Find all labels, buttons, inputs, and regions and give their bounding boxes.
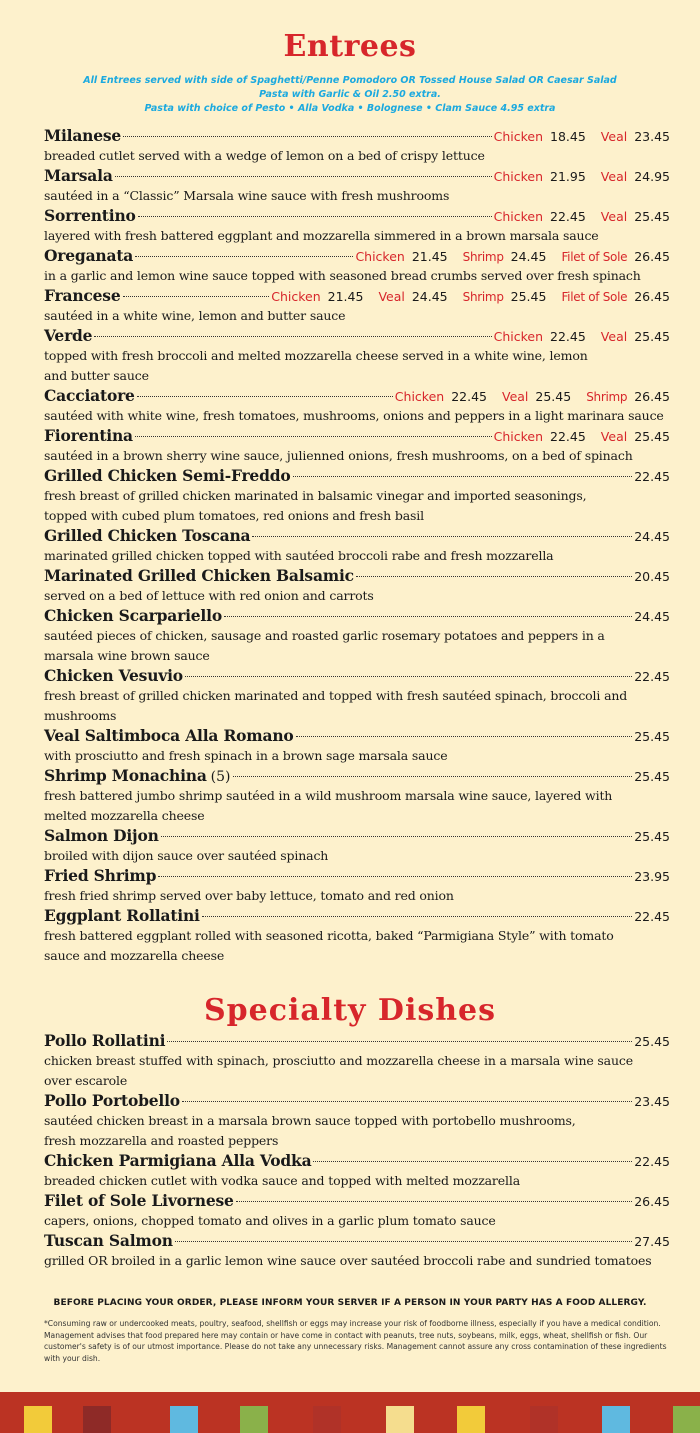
item-title-line	[44, 1231, 670, 1251]
item-description: fresh battered eggplant rolled with seasoned ricotta, baked “Parmigiana Style” with tomato	[44, 928, 614, 943]
option-label: Chicken	[394, 389, 445, 404]
option-price: 22.45	[550, 329, 586, 344]
item-description: sautéed pieces of chicken, sausage and roasted garlic rosemary potatoes and peppers in a	[44, 628, 605, 643]
item-description: fresh battered jumbo shrimp sautéed in a wild mushroom marsala wine sauce, layered with	[44, 788, 613, 803]
dot-leader	[123, 296, 270, 297]
menu-item	[44, 726, 670, 766]
footer-color-square	[313, 1406, 341, 1433]
footer-color-square	[240, 1406, 268, 1433]
item-description: topped with cubed plum tomatoes, red onions and fresh basil	[44, 508, 424, 523]
item-title-line	[44, 766, 670, 786]
item-description: fresh fried shrimp served over baby lettuce, tomato and red onion	[44, 888, 454, 903]
menu-item	[44, 906, 670, 966]
item-description: with prosciutto and fresh spinach in a brown sage marsala sauce	[44, 748, 448, 763]
item-title-line	[44, 206, 670, 226]
option-label: Veal	[600, 429, 628, 444]
option-label: Filet of Sole	[561, 250, 628, 264]
menu-item	[44, 166, 670, 206]
dot-leader	[202, 916, 632, 917]
price-option	[494, 427, 586, 447]
item-price: 22.45	[634, 469, 670, 484]
dot-leader	[236, 1201, 633, 1202]
price-option	[378, 287, 447, 307]
item-name: Grilled Chicken Semi-Freddo	[44, 466, 291, 485]
option-label: Shrimp	[462, 250, 504, 264]
option-label: Veal	[600, 129, 628, 144]
item-title-line	[44, 426, 670, 446]
item-name: Fiorentina	[44, 426, 133, 445]
item-description: mushrooms	[44, 708, 117, 723]
item-name: Chicken Parmigiana Alla Vodka	[44, 1151, 312, 1170]
option-price: 22.45	[550, 429, 586, 444]
item-description: fresh breast of grilled chicken marinated and topped with fresh sautéed spinach, broccoli and	[44, 688, 628, 703]
option-price: 24.45	[510, 249, 547, 264]
item-title-line	[44, 726, 670, 746]
price-option	[494, 167, 586, 187]
menu-item	[44, 326, 670, 386]
price-option	[561, 287, 670, 307]
price-option	[463, 247, 547, 267]
item-title-line	[44, 826, 670, 846]
item-description: over escarole	[44, 1073, 128, 1088]
menu-item	[44, 386, 670, 426]
dot-leader	[138, 216, 492, 217]
item-price: 23.45	[634, 1094, 670, 1109]
item-name: Verde	[44, 326, 93, 345]
price-option	[494, 207, 586, 227]
item-description: capers, onions, chopped tomato and olives in a garlic plum tomato sauce	[44, 1213, 496, 1228]
item-title-line	[44, 566, 670, 586]
dot-leader	[135, 256, 353, 257]
option-price: 26.45	[634, 249, 670, 264]
item-name: Oreganata	[44, 246, 134, 265]
option-price: 18.45	[550, 129, 586, 144]
entrees-title: Entrees	[283, 29, 417, 64]
option-price: 21.45	[327, 289, 364, 304]
item-price: 22.45	[634, 1154, 670, 1169]
footer-color-square	[83, 1406, 111, 1433]
item-price: 25.45	[634, 769, 670, 784]
dot-leader	[123, 136, 491, 137]
item-description: sautéed chicken breast in a marsala brown sauce topped with portobello mushrooms,	[44, 1113, 576, 1128]
item-description: sautéed in a white wine, lemon and butter sauce	[44, 308, 346, 323]
menu-item	[44, 1231, 670, 1271]
dot-leader	[182, 1101, 632, 1102]
dot-leader	[161, 836, 633, 837]
menu-item	[44, 1191, 670, 1231]
item-name: Eggplant Rollatini	[44, 906, 200, 925]
item-title-line	[44, 866, 670, 886]
option-label: Veal	[502, 389, 529, 404]
option-price: 25.45	[634, 329, 670, 344]
menu-item	[44, 466, 670, 526]
item-name: Veal Saltimboca Alla Romano	[44, 726, 294, 745]
entrees-intro	[0, 74, 700, 116]
menu-item	[44, 126, 670, 166]
item-description: marinated grilled chicken topped with sautéed broccoli rabe and fresh mozzarella	[44, 548, 554, 563]
menu-item	[44, 1151, 670, 1191]
item-title-line	[44, 286, 670, 306]
menu-item	[44, 606, 670, 666]
dot-leader	[185, 676, 632, 677]
item-name: Francese	[44, 286, 121, 305]
item-name: Milanese	[44, 126, 122, 145]
item-title-line	[44, 1031, 670, 1051]
option-label: Chicken	[493, 209, 543, 224]
footer-color-square	[170, 1406, 198, 1433]
price-option	[395, 387, 487, 407]
item-title-line	[44, 1091, 670, 1111]
footer-color-square	[673, 1406, 700, 1433]
option-price: 23.45	[634, 129, 670, 144]
option-price: 25.45	[634, 209, 670, 224]
option-price: 24.45	[411, 289, 448, 304]
dot-leader	[224, 616, 632, 617]
item-description: layered with fresh battered eggplant and mozzarella simmered in a brown marsala sauce	[44, 228, 599, 243]
item-price: 20.45	[634, 569, 670, 584]
option-label: Filet of Sole	[561, 290, 628, 304]
menu-item	[44, 526, 670, 566]
item-description: melted mozzarella cheese	[44, 808, 205, 823]
item-price: 22.45	[634, 909, 670, 924]
item-name: Pollo Rollatini	[44, 1031, 166, 1050]
item-name: Tuscan Salmon	[44, 1231, 173, 1250]
option-label: Chicken	[493, 329, 543, 344]
item-price: 25.45	[634, 829, 670, 844]
price-option	[561, 247, 670, 267]
item-description: fresh breast of grilled chicken marinated in balsamic vinegar and imported seasonings,	[44, 488, 587, 503]
item-name: Filet of Sole Livornese	[44, 1191, 234, 1210]
footer-color-square	[24, 1406, 52, 1433]
dot-leader	[137, 396, 393, 397]
menu-item	[44, 206, 670, 246]
item-price: 27.45	[634, 1234, 670, 1249]
price-option	[601, 207, 670, 227]
item-name: Fried Shrimp	[44, 866, 157, 885]
item-name: Marsala	[44, 166, 113, 185]
option-price: 26.45	[634, 289, 670, 304]
dot-leader	[175, 1241, 632, 1242]
price-option	[271, 287, 363, 307]
item-description: breaded chicken cutlet with vodka sauce and topped with melted mozzarella	[44, 1173, 521, 1188]
item-description: chicken breast stuffed with spinach, prosciutto and mozzarella cheese in a marsala wine sauce	[44, 1053, 633, 1068]
menu-item	[44, 766, 670, 826]
item-description: sautéed in a “Classic” Marsala wine sauce with fresh mushrooms	[44, 188, 450, 203]
option-price: 22.45	[550, 209, 586, 224]
item-price: 24.45	[634, 529, 670, 544]
item-title-line	[44, 386, 670, 406]
item-description: marsala wine brown sauce	[44, 648, 210, 663]
option-price: 25.45	[634, 429, 670, 444]
price-option	[601, 127, 670, 147]
item-price: 22.45	[634, 669, 670, 684]
allergy-notice: BEFORE PLACING YOUR ORDER, PLEASE INFORM YOUR SERVER IF A PERSON IN YOUR PARTY HAS A FOOD ALLERGY.	[53, 1298, 647, 1308]
dot-leader	[135, 436, 492, 437]
option-label: Chicken	[493, 129, 543, 144]
option-price: 25.45	[510, 289, 547, 304]
item-name: Chicken Scarpariello	[44, 606, 222, 625]
intro-line: Pasta with Garlic & Oil 2.50 extra.	[259, 89, 441, 100]
disclaimer: *Consuming raw or undercooked meats, poultry, seafood, shellfish or eggs may increase your risk of foodborne illness, especially if you have a medical condition. Management advises that food prepared here may contain or have come in contact with peanuts, tree nuts, soybeans, milk, eggs, wheat, shellfish or fish. Our customer's safety is of our utmost importance. Please do not take any unnecessary risks. Management cannot assure any cross contamination of these ingredients with your dish.	[44, 1319, 667, 1363]
footer-color-square	[530, 1406, 558, 1433]
item-description: broiled with dijon sauce over sautéed spinach	[44, 848, 329, 863]
price-option	[502, 387, 571, 407]
item-name: Marinated Grilled Chicken Balsamic	[44, 566, 354, 585]
specialty-list	[44, 1031, 670, 1271]
dot-leader	[158, 876, 632, 877]
menu-item	[44, 1031, 670, 1091]
option-price: 21.95	[550, 169, 586, 184]
option-label: Chicken	[271, 289, 321, 304]
footer-color-square	[386, 1406, 414, 1433]
dot-leader	[94, 336, 491, 337]
item-description: sauce and mozzarella cheese	[44, 948, 225, 963]
price-option	[494, 327, 586, 347]
item-price: 23.95	[634, 869, 670, 884]
item-description: and butter sauce	[44, 368, 149, 383]
specialty-title: Specialty Dishes	[203, 993, 497, 1028]
option-label: Veal	[600, 329, 628, 344]
option-label: Shrimp	[462, 290, 504, 304]
item-description: served on a bed of lettuce with red onion and carrots	[44, 588, 374, 603]
option-price: 24.95	[634, 169, 670, 184]
item-name: Pollo Portobello	[44, 1091, 180, 1110]
dot-leader	[233, 776, 633, 777]
price-option	[494, 127, 586, 147]
item-name: Grilled Chicken Toscana	[44, 526, 251, 545]
option-price: 22.45	[451, 389, 487, 404]
item-title-line	[44, 906, 670, 926]
intro-line: All Entrees served with side of Spaghetti/Penne Pomodoro OR Tossed House Salad OR Caesar Salad	[83, 75, 617, 86]
intro-line: Pasta with choice of Pesto • Alla Vodka • Bolognese • Clam Sauce 4.95 extra	[144, 103, 556, 114]
item-title-line	[44, 166, 670, 186]
price-option	[586, 387, 670, 407]
price-option	[601, 427, 670, 447]
option-label: Chicken	[493, 429, 543, 444]
item-description: breaded cutlet served with a wedge of lemon on a bed of crispy lettuce	[44, 148, 485, 163]
option-label: Veal	[600, 209, 628, 224]
menu-item	[44, 566, 670, 606]
menu-item	[44, 426, 670, 466]
price-option	[355, 247, 447, 267]
item-title-line	[44, 326, 670, 346]
item-description: in a garlic and lemon wine sauce topped with seasoned bread crumbs served over fresh spinach	[44, 268, 641, 283]
item-name: Shrimp Monachina	[44, 766, 207, 785]
price-option	[601, 327, 670, 347]
item-title-line	[44, 606, 670, 626]
entrees-list	[44, 126, 670, 966]
item-description: topped with fresh broccoli and melted mozzarella cheese served in a white wine, lemon	[44, 348, 588, 363]
dot-leader	[115, 176, 492, 177]
item-name: Salmon Dijon	[44, 826, 159, 845]
item-description: sautéed in a brown sherry wine sauce, julienned onions, fresh mushrooms, on a bed of spinach	[44, 448, 633, 463]
item-quantity: (5)	[210, 769, 231, 785]
dot-leader	[293, 476, 633, 477]
item-description: sautéed with white wine, fresh tomatoes, mushrooms, onions and peppers in a light marinara sauce	[44, 408, 664, 423]
item-title-line	[44, 1151, 670, 1171]
dot-leader	[356, 576, 632, 577]
option-label: Shrimp	[586, 390, 628, 404]
option-price: 26.45	[634, 389, 670, 404]
menu-item	[44, 866, 670, 906]
menu-item	[44, 826, 670, 866]
item-title-line	[44, 666, 670, 686]
item-name: Cacciatore	[44, 386, 135, 405]
option-label: Chicken	[355, 249, 405, 264]
dot-leader	[252, 536, 632, 537]
dot-leader	[167, 1041, 632, 1042]
item-title-line	[44, 126, 670, 146]
option-price: 25.45	[535, 389, 572, 404]
item-price: 25.45	[634, 729, 670, 744]
menu-item	[44, 666, 670, 726]
price-option	[601, 167, 670, 187]
item-description: grilled OR broiled in a garlic lemon wine sauce over sautéed broccoli rabe and sundried tomatoes	[44, 1253, 652, 1268]
menu-item	[44, 1091, 670, 1151]
dot-leader	[313, 1161, 632, 1162]
item-name: Sorrentino	[44, 206, 136, 225]
dot-leader	[296, 736, 633, 737]
option-label: Veal	[378, 289, 405, 304]
price-option	[463, 287, 547, 307]
item-title-line	[44, 466, 670, 486]
item-description: fresh mozzarella and roasted peppers	[44, 1133, 279, 1148]
option-price: 21.45	[411, 249, 448, 264]
item-price: 24.45	[634, 609, 670, 624]
item-name: Chicken Vesuvio	[44, 666, 183, 685]
item-title-line	[44, 1191, 670, 1211]
option-label: Chicken	[493, 169, 543, 184]
footer-color-square	[602, 1406, 630, 1433]
item-title-line	[44, 526, 670, 546]
menu-item	[44, 286, 670, 326]
option-label: Veal	[600, 169, 628, 184]
menu-item	[44, 246, 670, 286]
item-price: 25.45	[634, 1034, 670, 1049]
footer-band	[0, 1392, 700, 1433]
footer-color-square	[457, 1406, 485, 1433]
item-title-line	[44, 246, 670, 266]
item-price: 26.45	[634, 1194, 670, 1209]
